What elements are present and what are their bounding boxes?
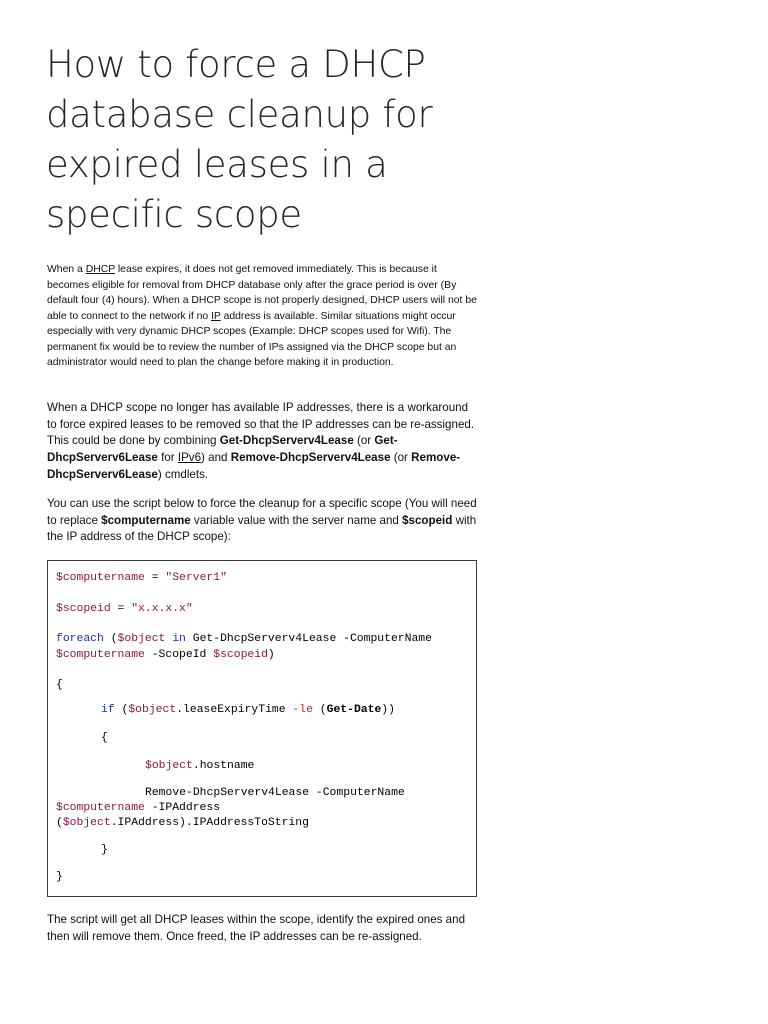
code-line: $computername = "Server1" xyxy=(56,572,227,584)
cmdlet-remove-v6: Remove-DhcpServerv6Lease xyxy=(47,451,461,481)
page-title: How to force a DHCP database cleanup for expired leases in a specific scope xyxy=(46,43,433,236)
scopeid-variable: $scopeid xyxy=(402,513,453,527)
cmdlet-get-v4: Get-DhcpServerv4Lease xyxy=(219,434,354,448)
code-line: ($object.IPAddress).IPAddressToString xyxy=(56,817,309,829)
ipv6-link[interactable]: IPv6 xyxy=(177,451,202,465)
code-line: } xyxy=(56,871,63,883)
code-line: $object.hostname xyxy=(145,760,255,772)
code-line: $computername -IPAddress xyxy=(56,802,221,814)
code-line: Remove-DhcpServerv4Lease -ComputerName xyxy=(145,787,405,799)
ip-link[interactable]: IP xyxy=(211,310,221,322)
closing-paragraph: The script will get all DHCP leases within the scope, identify the expired ones and then will remove them. Once freed, the IP addresses can be re-assigned. xyxy=(47,913,466,943)
script-intro-paragraph: You can use the script below to force the cleanup for a specific scope (You will need to replace $computername variable value with the server name and $scopeid with the IP address of the DHCP scope): xyxy=(47,497,477,544)
computername-variable: $computername xyxy=(101,513,191,527)
code-line: foreach ($object in Get-DhcpServerv4Lease -ComputerName xyxy=(56,633,432,645)
code-line: if ($object.leaseExpiryTime -le (Get-Date)) xyxy=(101,704,395,716)
code-line: } xyxy=(101,844,108,856)
code-line: $computername -ScopeId $scopeid) xyxy=(56,649,275,661)
code-line: { xyxy=(56,679,63,691)
dhcp-link[interactable]: DHCP xyxy=(85,264,115,275)
workaround-paragraph: When a DHCP scope no longer has available IP addresses, there is a workaround to force expired leases to be removed so that the IP addresses can be re-assigned. This could be done by combining Get-DhcpServerv4Lease (or Get-DhcpServerv6Lease for IPv6) and Remove-DhcpServerv4Lease (or Remove-DhcpServerv6Lease) cmdlets. xyxy=(47,401,475,481)
code-line: $scopeid = "x.x.x.x" xyxy=(56,603,193,615)
cmdlet-remove-v4: Remove-DhcpServerv4Lease xyxy=(230,451,391,465)
code-block xyxy=(47,560,477,897)
code-line: { xyxy=(101,732,108,744)
intro-paragraph: When a DHCP lease expires, it does not get removed immediately. This is because it becomes eligible for removal from DHCP database only after the grace period is over (By default four (4) hours). When a DHCP scope is not properly designed, DHCP users will not be able to connect to the network if no IP address is available. Similar situations might occur especially with very dynamic DHCP scopes (Example: DHCP scopes used for Wifi). The permanent fix would be to review the number of IPs assigned via the DHCP scope but an administrator would need to plan the change before making it in production. xyxy=(47,264,477,368)
cmdlet-get-v6: Get-DhcpServerv6Lease xyxy=(47,434,398,465)
